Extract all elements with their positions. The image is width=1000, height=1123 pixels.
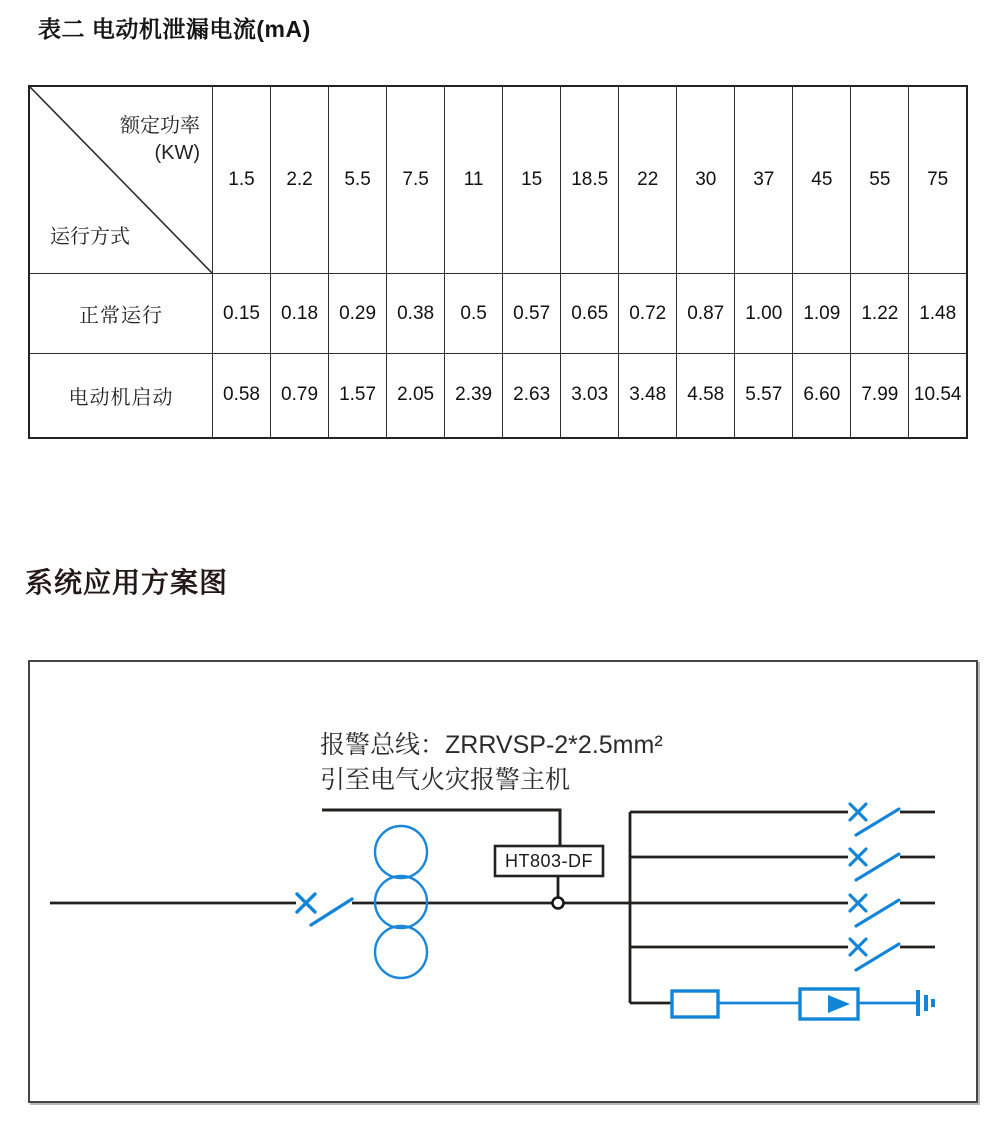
diagonal-corner-cell — [29, 86, 213, 274]
table-cell: 2.39 — [445, 354, 503, 438]
table-cell: 0.15 — [213, 274, 271, 354]
table-cell: 1.48 — [909, 274, 967, 354]
corner-col-axis-unit: (KW) — [154, 142, 200, 164]
col-header-9: 30 — [677, 86, 735, 274]
leakage-table-body — [29, 274, 967, 438]
detector-label: HT803-DF — [504, 850, 593, 871]
col-header-5: 11 — [445, 86, 503, 274]
col-header-8: 22 — [619, 86, 677, 274]
col-header-11: 45 — [793, 86, 851, 274]
corner-col-axis — [120, 113, 200, 167]
table-cell: 1.00 — [735, 274, 793, 354]
table-cell: 3.03 — [561, 354, 619, 438]
motor-leakage-table — [28, 85, 968, 439]
table-cell: 1.57 — [329, 354, 387, 438]
col-header-6: 15 — [503, 86, 561, 274]
branch-breaker-icon-3 — [850, 895, 935, 926]
corner-col-axis-label: 额定功率 — [120, 115, 200, 137]
surge-arrester-icon — [800, 989, 858, 1019]
junction-node — [553, 898, 564, 909]
col-header-13: 75 — [909, 86, 967, 274]
alarm-bus-line — [322, 810, 560, 846]
alarm-bus-label-line1: 报警总线：ZRRVSP-2*2.5mm² — [320, 731, 663, 759]
table-title: 表二 电动机泄漏电流(mA) — [38, 16, 311, 42]
table-cell: 0.57 — [503, 274, 561, 354]
table-cell: 2.63 — [503, 354, 561, 438]
col-header-10: 37 — [735, 86, 793, 274]
system-diagram-frame — [28, 660, 978, 1103]
col-header-3: 5.5 — [329, 86, 387, 274]
table-cell: 1.09 — [793, 274, 851, 354]
col-header-1: 1.5 — [213, 86, 271, 274]
main-breaker-icon — [297, 894, 352, 925]
table-header-row — [29, 86, 967, 274]
col-header-7: 18.5 — [561, 86, 619, 274]
row-label: 电动机启动 — [29, 354, 213, 438]
table-cell: 7.99 — [851, 354, 909, 438]
fuse-icon — [672, 991, 718, 1017]
table-cell: 4.58 — [677, 354, 735, 438]
table-cell: 1.22 — [851, 274, 909, 354]
table-cell: 2.05 — [387, 354, 445, 438]
row-label: 正常运行 — [29, 274, 213, 354]
table-row — [29, 274, 967, 354]
table-cell: 0.29 — [329, 274, 387, 354]
col-header-12: 55 — [851, 86, 909, 274]
col-header-2: 2.2 — [271, 86, 329, 274]
table-cell: 3.48 — [619, 354, 677, 438]
table-cell: 0.18 — [271, 274, 329, 354]
ground-icon — [918, 990, 933, 1016]
branch-breaker-icon-4 — [850, 939, 935, 970]
section-heading: 系统应用方案图 — [25, 567, 229, 598]
table-cell: 5.57 — [735, 354, 793, 438]
table-cell: 0.5 — [445, 274, 503, 354]
alarm-bus-label-line2: 引至电气火灾报警主机 — [320, 766, 571, 794]
alarm-bus-label — [320, 728, 663, 798]
table-cell: 0.38 — [387, 274, 445, 354]
table-cell: 0.79 — [271, 354, 329, 438]
table-cell: 6.60 — [793, 354, 851, 438]
branch-breaker-icon-2 — [850, 849, 935, 880]
table-cell: 0.87 — [677, 274, 735, 354]
table-cell: 0.58 — [213, 354, 271, 438]
table-row — [29, 354, 967, 438]
corner-row-axis-label: 运行方式 — [50, 226, 130, 248]
branch-breaker-icon-1 — [850, 804, 935, 835]
col-header-4: 7.5 — [387, 86, 445, 274]
table-cell: 10.54 — [909, 354, 967, 438]
table-cell: 0.65 — [561, 274, 619, 354]
table-cell: 0.72 — [619, 274, 677, 354]
